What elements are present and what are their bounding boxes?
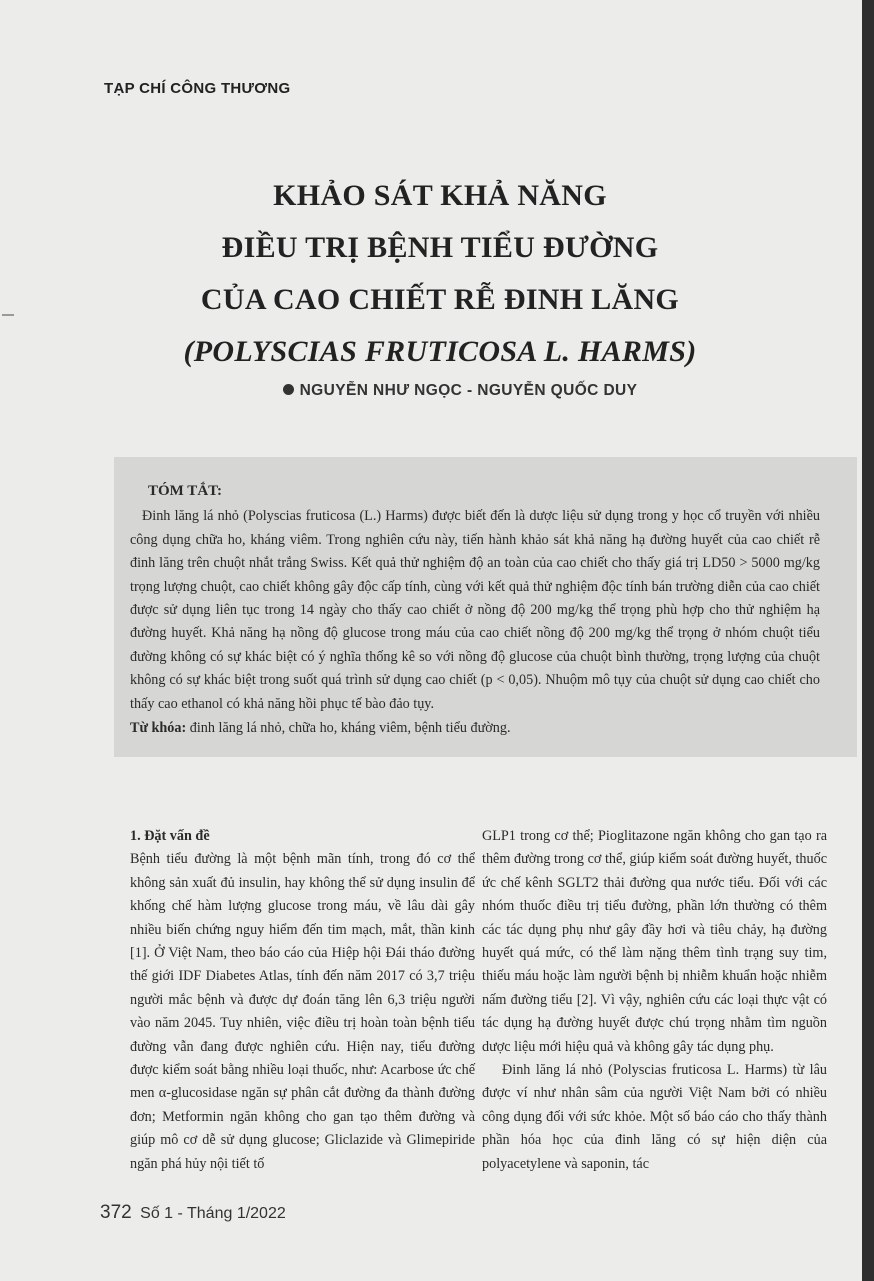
abstract-heading: TÓM TẮT: — [148, 483, 223, 499]
bullet-icon — [283, 384, 294, 395]
body-column-left — [130, 825, 475, 1176]
article-title — [60, 170, 820, 378]
section-heading: 1. Đặt vấn đề — [130, 828, 210, 844]
paragraph: GLP1 trong cơ thể; Pioglitazone ngăn không cho gan tạo ra thêm đường trong cơ thể, giúp kiểm soát đường huyết, thuốc ức chế kênh SGLT2 thải đường qua nước tiểu. Đối với các nhóm thuốc điều trị tiểu đường, phần lớn thường có thêm các tác dụng phụ như gây đầy hơi và tiêu chảy, hạ đường huyết quá mức, có thể làm nặng thêm tình trạng suy tim, thiếu máu hoặc làm người bệnh bị nhiễm khuẩn hoặc nhiễm nấm đường tiểu [2]. Vì vậy, nghiên cứu các loại thực vật có tác dụng hạ đường huyết được chú trọng nhằm tìm nguồn dược liệu mới hiệu quả và không gây tác dụng phụ. — [482, 828, 827, 1055]
scan-edge — [862, 0, 874, 1281]
keywords-label: Từ khóa: — [130, 720, 187, 737]
abstract — [130, 480, 820, 740]
keywords — [130, 717, 820, 740]
journal-name: TẠP CHÍ CÔNG THƯƠNG — [104, 80, 291, 97]
abstract-text: Đinh lăng lá nhỏ (Polyscias fruticosa (L.) Harms) được biết đến là dược liệu sử dụng trong y học cổ truyền với nhiều công dụng chữa ho, kháng viêm. Trong nghiên cứu này, tiến hành khảo sát khả năng hạ đường huyết của cao chiết rễ đinh lăng trên chuột nhắt trắng Swiss. Kết quả thử nghiệm độ an toàn của cao chiết cho thấy giá trị LD50 > 5000 mg/kg trọng lượng chuột, cao chiết không gây độc cấp tính, cùng với kết quả thử nghiệm độc tính bán trường diễn của cao chiết được sử dụng liên tục trong 14 ngày cho thấy cao chiết ở nồng độ 200 mg/kg thể trọng phù hợp cho thử nghiệm hạ đường huyết. Khả năng hạ nồng độ glucose trong máu của cao chiết nồng độ 200 mg/kg thể trọng ở nhóm chuột tiểu đường không có sự khác biệt có ý nghĩa thống kê so với nồng độ glucose của chuột bình thường, trọng lượng của chuột không có sự khác biệt trong suốt quá trình sử dụng cao chiết (p < 0,05). Nhuộm mô tụy của chuột sử dụng cao chiết cho thấy cao ethanol có khả năng hồi phục tế bào đảo tụy. — [130, 508, 820, 712]
title-line-3: CỦA CAO CHIẾT RỄ ĐINH LĂNG — [200, 283, 680, 316]
title-latin-name: (POLYSCIAS FRUTICOSA L. HARMS) — [183, 335, 697, 368]
keywords-text: đinh lăng lá nhỏ, chữa ho, kháng viêm, bệnh tiểu đường. — [189, 720, 511, 737]
page-number: 372 — [100, 1202, 132, 1223]
title-line-1: KHẢO SÁT KHẢ NĂNG — [273, 179, 607, 212]
body-column-right — [482, 825, 827, 1176]
title-line-2: ĐIỀU TRỊ BỆNH TIỂU ĐƯỜNG — [221, 231, 659, 264]
paragraph: Đinh lăng lá nhỏ (Polyscias fruticosa L. Harms) từ lâu được ví như nhân sâm của người Việt Nam bởi có nhiều công dụng đối với sức khỏe. Một số báo cáo cho thấy thành phần hóa học của đinh lăng có sự hiện diện của polyacetylene và saponin, tác — [482, 1062, 827, 1172]
scan-mark — [2, 314, 14, 316]
page-footer — [100, 1202, 286, 1224]
author-line — [160, 382, 760, 400]
issue-info: Số 1 - Tháng 1/2022 — [140, 1205, 286, 1222]
paragraph: Bệnh tiểu đường là một bệnh mãn tính, trong đó cơ thể không sản xuất đủ insulin, hay không thể sử dụng insulin để khống chế hàm lượng glucose trong máu, về lâu dài gây nhiều biến chứng nguy hiểm đến tim mạch, mắt, thần kinh [1]. Ở Việt Nam, theo báo cáo của Hiệp hội Đái tháo đường thế giới IDF Diabetes Atlas, tính đến năm 2017 có 3,7 triệu người mắc bệnh và được dự đoán tăng lên 6,3 triệu người vào năm 2045. Tuy nhiên, việc điều trị hoàn toàn bệnh tiểu đường vẫn đang được nghiên cứu. Hiện nay, tiểu đường được kiểm soát bằng nhiều loại thuốc, như: Acarbose ức chế men α-glucosidase ngăn sự phân cắt đường đa thành đường đơn; Metformin ngăn không cho gan tạo thêm đường và giúp mô cơ dễ sử dụng glucose; Gliclazide và Glimepiride ngăn phá hủy nội tiết tố — [130, 851, 475, 1172]
authors: NGUYỄN NHƯ NGỌC - NGUYỄN QUỐC DUY — [299, 382, 638, 399]
